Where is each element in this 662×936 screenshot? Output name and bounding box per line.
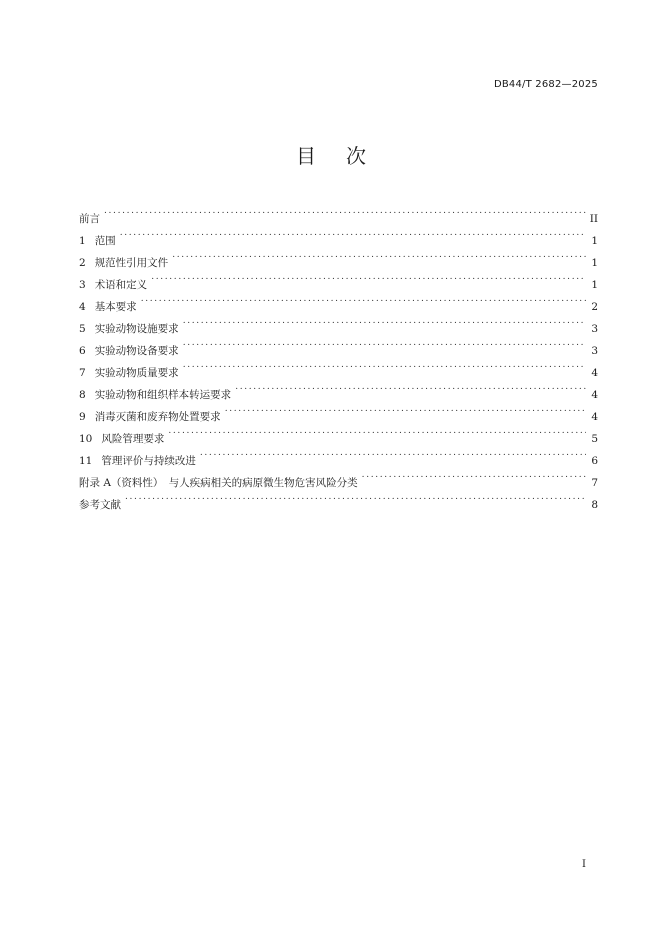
toc-dot-leader bbox=[151, 266, 586, 288]
toc-entry-number: 2 bbox=[79, 257, 86, 269]
toc-entry-page: 1 bbox=[591, 235, 598, 247]
toc-dot-leader bbox=[183, 310, 586, 332]
document-code: DB44/T 2682—2025 bbox=[493, 79, 598, 90]
toc-dot-leader bbox=[235, 376, 586, 398]
toc-entry-page: 3 bbox=[591, 345, 598, 357]
toc-dot-leader bbox=[125, 486, 586, 508]
toc-entry-page: 3 bbox=[591, 323, 598, 335]
toc-dot-leader bbox=[104, 200, 586, 222]
toc-entry-page: 4 bbox=[591, 367, 598, 379]
toc-dot-leader bbox=[120, 222, 586, 244]
toc-dot-leader bbox=[168, 420, 586, 442]
toc-entry-page: 1 bbox=[591, 257, 598, 269]
toc-entry-page: 4 bbox=[591, 411, 598, 423]
toc-entry-number: 4 bbox=[79, 301, 86, 313]
toc-entry-number: 3 bbox=[79, 279, 86, 291]
toc-entry-label: 范围 bbox=[94, 235, 116, 247]
toc-entry-label: 附录 A（资料性） 与人疾病相关的病原微生物危害风险分类 bbox=[79, 477, 358, 489]
page-title: 目次 bbox=[296, 144, 396, 168]
toc-entry-label: 实验动物和组织样本转运要求 bbox=[94, 389, 232, 401]
toc-entry-label: 实验动物质量要求 bbox=[94, 367, 179, 379]
toc-entry[interactable] bbox=[79, 486, 598, 511]
toc-entry-page: 5 bbox=[591, 433, 598, 445]
toc-entry-page: 6 bbox=[591, 455, 598, 467]
table-of-contents bbox=[79, 200, 598, 511]
toc-entry-page: 4 bbox=[591, 389, 598, 401]
toc-entry-label: 参考文献 bbox=[79, 499, 121, 511]
toc-dot-leader bbox=[362, 464, 586, 486]
toc-entry-label: 风险管理要求 bbox=[101, 433, 165, 445]
toc-entry-number: 8 bbox=[79, 389, 86, 401]
toc-entry-number: 7 bbox=[79, 367, 86, 379]
toc-dot-leader bbox=[141, 288, 586, 310]
toc-entry-label: 规范性引用文件 bbox=[94, 257, 169, 269]
toc-entry-label: 基本要求 bbox=[94, 301, 137, 313]
toc-entry[interactable] bbox=[79, 222, 598, 247]
toc-dot-leader bbox=[172, 244, 586, 266]
toc-entry-page: 8 bbox=[591, 499, 598, 511]
toc-entry-number: 9 bbox=[79, 411, 86, 423]
toc-entry[interactable] bbox=[79, 266, 598, 291]
toc-entry-label: 实验动物设施要求 bbox=[94, 323, 179, 335]
toc-entry-page: II bbox=[589, 213, 598, 225]
toc-entry-label: 消毒灭菌和废弃物处置要求 bbox=[94, 411, 221, 423]
toc-entry-number: 1 bbox=[79, 235, 86, 247]
toc-entry-page: 2 bbox=[591, 301, 598, 313]
toc-entry-number: 6 bbox=[79, 345, 86, 357]
toc-dot-leader bbox=[183, 354, 586, 376]
toc-entry[interactable] bbox=[79, 310, 598, 335]
toc-dot-leader bbox=[200, 442, 586, 464]
toc-entry-number: 10 bbox=[79, 433, 93, 445]
toc-dot-leader bbox=[183, 332, 586, 354]
toc-dot-leader bbox=[225, 398, 586, 420]
toc-entry-label: 实验动物设备要求 bbox=[94, 345, 179, 357]
toc-entry-number: 11 bbox=[79, 455, 93, 467]
page-number: I bbox=[582, 859, 586, 870]
toc-entry[interactable] bbox=[79, 288, 598, 313]
toc-entry-label: 管理评价与持续改进 bbox=[101, 455, 196, 467]
toc-entry-page: 7 bbox=[591, 477, 598, 489]
toc-entry[interactable] bbox=[79, 244, 598, 269]
toc-entry-number: 5 bbox=[79, 323, 86, 335]
toc-entry-label: 前言 bbox=[79, 213, 100, 225]
toc-entry-page: 1 bbox=[591, 279, 598, 291]
toc-entry[interactable] bbox=[79, 200, 598, 225]
toc-entry-label: 术语和定义 bbox=[94, 279, 148, 291]
